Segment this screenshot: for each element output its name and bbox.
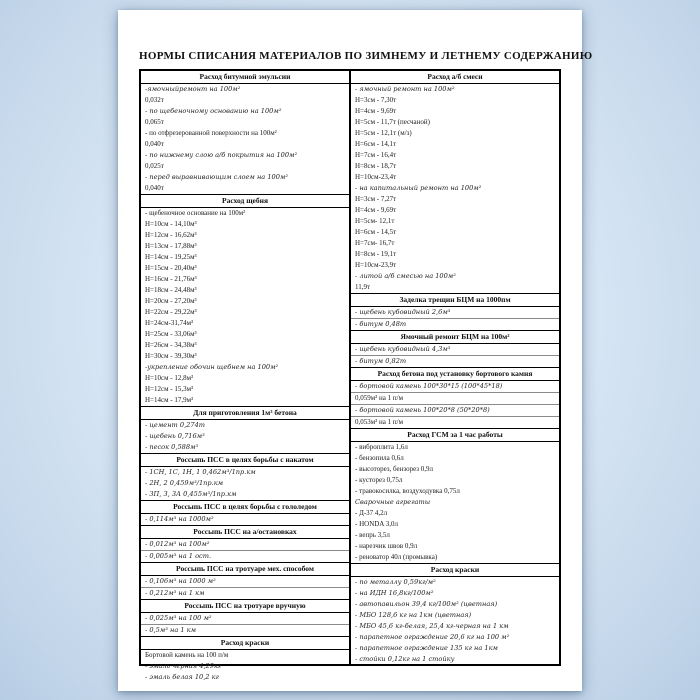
table-section	[351, 429, 559, 564]
table-row: Н=4см - 9,69т	[355, 107, 397, 115]
table-row: - 0,106м³ на 1000 м²	[141, 576, 349, 588]
table-row: Н=10см - 14,10м³	[145, 220, 197, 228]
table-section	[351, 331, 559, 368]
table-row: - 0,212м³ на 1 км	[145, 589, 205, 597]
section-rows	[351, 381, 559, 428]
table-section	[141, 526, 349, 563]
table-row: 0,025т	[145, 162, 164, 170]
table-row: - перед выравнивающим слоем на 100м²	[145, 173, 289, 181]
table-row: Н=13см - 17,88м³	[145, 242, 197, 250]
table-row: Н=14см - 19,25м³	[145, 253, 197, 261]
table-row: - парапетное ограждение 135 кг на 1км	[355, 644, 499, 652]
section-header: Расход а/б смеси	[351, 71, 559, 84]
table-row: Н=12см - 15,3м³	[145, 385, 194, 393]
table-row: Н=10см-23,9т	[355, 261, 397, 269]
section-header: Россыпь ПСС на тротуаре мех. способом	[141, 563, 349, 576]
table-row: - 0,025м³ на 100 м²	[141, 613, 349, 625]
table-row: Н=18см - 24,48м³	[145, 286, 197, 294]
table-row: Бортовой камень на 100 п/м	[145, 651, 229, 659]
table-section	[141, 563, 349, 600]
table-row: - 0,012м³ на 100м²	[141, 539, 349, 551]
table-section	[141, 407, 349, 454]
right-column	[349, 71, 559, 664]
section-rows	[141, 514, 349, 525]
table-row: - по металлу 0,59кг/м²	[355, 578, 436, 586]
section-header: Россыпь ПСС на тротуаре вручную	[141, 600, 349, 613]
table-row: Н=10см - 12,8м³	[145, 374, 194, 382]
table-row: Н=5см - 12,1т (м/з)	[355, 129, 412, 137]
section-rows	[141, 208, 349, 406]
section-header: Для приготовления 1м³ бетона	[141, 407, 349, 420]
table-row: - высоторез, бензорез 0,9л	[355, 465, 434, 473]
table-row: - 0,5м³ на 1 км	[145, 626, 197, 634]
section-rows	[141, 613, 349, 636]
table-row: - 0,114м³ на 1000м²	[145, 515, 214, 523]
table-row: - Д-37 4,2л	[355, 509, 388, 517]
table-row: Н=25см - 33,06м³	[145, 330, 197, 338]
table-row: - стойки 0,12кг на 1 стойку	[355, 655, 455, 663]
section-header: Россыпь ПСС в целях борьбы с гололедом	[141, 501, 349, 514]
section-rows	[141, 650, 349, 683]
table-row: - HONDA 3,0л	[355, 520, 398, 528]
table-row: - по нижнему слою а/б покрытия на 100м²	[145, 151, 298, 159]
table-row: - щебеночное основание на 100м²	[145, 209, 246, 217]
section-header: Расход битумной эмульсии	[141, 71, 349, 84]
table-row: - 1СН, 1С, 1Н, 1 0,462м³/1пр.км	[145, 468, 256, 476]
table-row: - нарезчик швов 0,9л	[355, 542, 418, 550]
section-rows	[141, 539, 349, 562]
table-section	[351, 368, 559, 429]
table-row: - по отфрезерованной поверхности на 100м²	[145, 129, 277, 137]
section-header: Расход ГСМ за 1 час работы	[351, 429, 559, 442]
table-row: - щебень 0,716м³	[145, 432, 205, 440]
table-row: -ямочныйремонт на 100м²	[145, 85, 241, 93]
norms-table	[139, 69, 561, 681]
section-rows	[141, 420, 349, 453]
table-row: - реноватор 40л (промывка)	[355, 553, 438, 561]
table-section	[141, 501, 349, 526]
table-row: 0,053м³ на 1 п/м	[355, 418, 404, 426]
section-header: Расход бетона под установку бортового камня	[351, 368, 559, 381]
table-section	[141, 600, 349, 637]
table-row: Н=24см-31,74м³	[145, 319, 194, 327]
table-row: - 0,005м³ на 1 ост.	[145, 552, 212, 560]
table-row: Н=14см - 17,9м³	[145, 396, 194, 404]
table-row: - МБО 45,6 кг-белая, 25,4 кг-черная на 1 км	[355, 622, 509, 630]
section-header: Россыпь ПСС на а/остановках	[141, 526, 349, 539]
table-row: Н=7см- 16,7т	[355, 239, 395, 247]
table-row: - по щебеночному основанию на 100м²	[145, 107, 282, 115]
table-row: - щебень кубовидный 4,3м³	[351, 344, 559, 356]
table-row: Н=30см - 39,30м³	[145, 352, 197, 360]
table-row: Н=6см - 14,1т	[355, 140, 397, 148]
section-rows	[351, 442, 559, 563]
table-row: - на капитальный ремонт на 100м²	[355, 184, 482, 192]
table-row: - автопавильон 39,4 кг/100м² (цветная)	[355, 600, 498, 608]
table-row: Н=4см - 9,69т	[355, 206, 397, 214]
table-row: - бензопила 0,6л	[355, 454, 404, 462]
section-rows	[351, 307, 559, 330]
table-row: Н=3см - 7,27т	[355, 195, 397, 203]
table-row: Н=5см- 12,1т	[355, 217, 395, 225]
table-row: - парапетное ограждение 20,6 кг на 100 м²	[355, 633, 510, 641]
table-row: 0,065т	[145, 118, 164, 126]
table-row: - битум 0,48т	[355, 320, 407, 328]
table-row: 0,032т	[145, 96, 164, 104]
table-row: Н=7см - 16,4т	[355, 151, 397, 159]
table-row: - на ИДН 16,8кг/100м²	[355, 589, 434, 597]
table-row: - ямочный ремонт на 100м²	[355, 85, 455, 93]
document-page	[118, 10, 593, 691]
table-row: - эмаль белая 10,2 кг	[145, 673, 219, 681]
table-section	[351, 294, 559, 331]
table-section	[141, 637, 349, 683]
table-row: - 2Н, 2 0,459м³/1пр.км	[145, 479, 224, 487]
section-header: Расход краски	[141, 637, 349, 650]
page-title: НОРМЫ СПИСАНИЯ МАТЕРИАЛОВ ПО ЗИМНЕМУ И ЛЕТНЕМУ СОДЕРЖАНИЮ	[139, 50, 593, 62]
table-row: - литой а/б смесью на 100м²	[355, 272, 456, 280]
section-rows	[141, 84, 349, 194]
table-row: Н=6см - 14,5т	[355, 228, 397, 236]
table-row: Н=8см - 19,1т	[355, 250, 397, 258]
table-row: Н=20см - 27,20м³	[145, 297, 197, 305]
table-row: - бортовой камень 100*20*8 (50*20*8)	[351, 405, 559, 417]
table-row: - МБО 128,6 кг на 1км (цветная)	[355, 611, 472, 619]
table-section	[141, 454, 349, 501]
table-section	[351, 71, 559, 294]
table-row: 11,9т	[355, 283, 371, 291]
table-row: 0,040т	[145, 140, 164, 148]
table-row: Сварочные агрегаты	[355, 498, 431, 506]
table-row: - виброплита 1,6л	[355, 443, 408, 451]
table-row: - вепрь 3,5л	[355, 531, 390, 539]
section-rows	[351, 84, 559, 293]
table-row: Н=10см-23,4т	[355, 173, 397, 181]
table-row: Н=3см - 7,30т	[355, 96, 397, 104]
section-header: Расход краски	[351, 564, 559, 577]
table-row: Н=15см - 20,40м³	[145, 264, 197, 272]
section-rows	[141, 576, 349, 599]
table-row: Н=12см - 16,62м³	[145, 231, 197, 239]
section-header: Ямочный ремонт БЦМ на 100м²	[351, 331, 559, 344]
table-row: - щебень кубовидный 2,6м³	[351, 307, 559, 319]
table-row: 0,040т	[145, 184, 164, 192]
table-row: Н=22см - 29,22м³	[145, 308, 197, 316]
table-section	[351, 564, 559, 665]
section-rows	[351, 344, 559, 367]
table-row: - песок 0,588м³	[145, 443, 199, 451]
section-rows	[351, 577, 559, 665]
table-row: - битум 0,82т	[355, 357, 407, 365]
table-row: - травокосилка, воздуходувка 0,75л	[355, 487, 460, 495]
left-column	[141, 71, 349, 681]
table-row: - эмаль черная 4,29кг	[145, 662, 222, 670]
table-section	[141, 195, 349, 407]
table-row: 0,059м³ на 1 п/м	[351, 393, 559, 405]
table-row: Н=26см - 34,38м³	[145, 341, 197, 349]
table-row: - бортовой камень 100*30*15 (100*45*18)	[351, 381, 559, 393]
table-section	[141, 71, 349, 195]
table-row: Н=5см - 11,7т (песчаной)	[355, 118, 430, 126]
table-row: - 3П, 3, 3А 0,455м³/1пр.км	[145, 490, 237, 498]
section-header: Россыпь ПСС в целях борьбы с накатом	[141, 454, 349, 467]
section-header: Расход щебня	[141, 195, 349, 208]
table-row: Н=16см - 21,76м³	[145, 275, 197, 283]
table-row: Н=8см - 18,7т	[355, 162, 397, 170]
table-row: - кусторез 0,75л	[355, 476, 403, 484]
table-row: -укрепление обочин щебнем на 100м²	[145, 363, 279, 371]
table-row: - цемент 0,274т	[145, 421, 206, 429]
section-rows	[141, 467, 349, 500]
section-header: Заделка трещин БЦМ на 1000пм	[351, 294, 559, 307]
